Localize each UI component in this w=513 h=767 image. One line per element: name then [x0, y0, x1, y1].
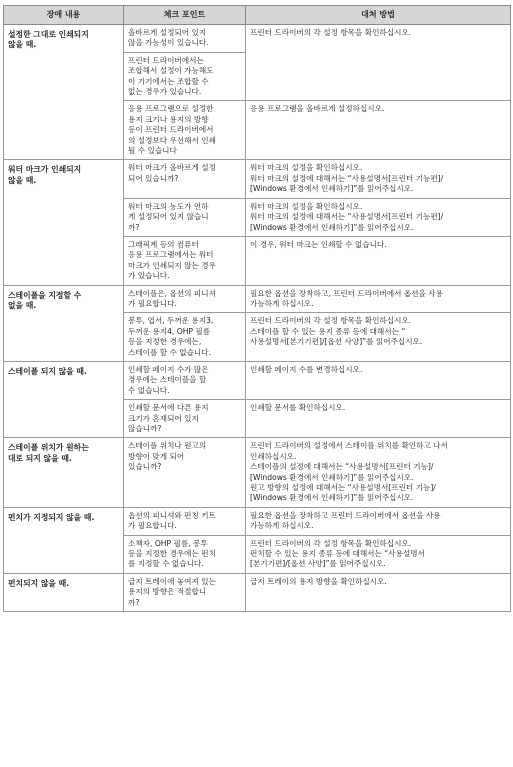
text-line: 가능하게 하십시오.: [250, 521, 314, 531]
problem-cell: [4, 507, 124, 573]
checkpoint-cell: [124, 285, 246, 313]
text-line: 조합해서 설정이 가능해도: [128, 66, 214, 76]
solution-cell: [246, 361, 511, 399]
text-line: 인쇄할 문서를 확인하십시오.: [250, 403, 346, 413]
checkpoint-cell: [124, 535, 246, 573]
text-line: 펀치할 수 있는 용지 종류 등에 대해서는 “사용설명서: [250, 549, 425, 559]
table-header-row: [4, 6, 511, 25]
text-line: 등이 프린터 드라이버에서: [128, 125, 214, 135]
text-line: 프린터 드라이버의 각 설정 항목을 확인하십시오.: [250, 538, 412, 548]
problem-cell: [4, 573, 124, 611]
text-line: 스테이플을 지정할 수: [8, 290, 82, 300]
text-line: 없을 때.: [8, 300, 37, 310]
text-line: 응용 프로그램에서는 워터: [128, 250, 214, 260]
text-line: 응용 프로그램을 올바르게 설정하십시오.: [250, 104, 385, 114]
table-row: [4, 160, 511, 198]
text-line: 펀치가 지정되지 않을 때.: [8, 512, 95, 522]
text-line: 되어 있습니까?: [128, 173, 179, 183]
text-line: 가능하게 하십시오.: [250, 298, 314, 308]
text-line: 않을 때.: [8, 175, 37, 185]
text-line: 인쇄할 문서에 다른 용지: [128, 403, 209, 413]
problem-cell: [4, 25, 124, 160]
text-line: 까?: [128, 222, 140, 232]
text-line: 대로 되지 않을 때.: [8, 453, 72, 463]
text-line: 않을 가능성이 있습니다.: [128, 38, 209, 48]
text-line: 게 설정되어 있지 않습니: [128, 212, 209, 222]
text-line: 워터 마크가 인쇄되지: [8, 165, 82, 175]
checkpoint-cell: [124, 438, 246, 507]
table-row: [4, 285, 511, 313]
text-line: 응용 프로그램으로 설정한: [128, 104, 214, 114]
text-line: 워터 마크가 올바르게 설정: [128, 163, 216, 173]
solution-cell: [246, 25, 511, 101]
table-row: [4, 438, 511, 507]
problem-cell: [4, 361, 124, 437]
text-line: 이 기기에서는 조합할 수: [128, 76, 209, 86]
text-line: 등을 지정한 경우에는,: [128, 337, 202, 347]
solution-cell: [246, 400, 511, 438]
solution-cell: [246, 535, 511, 573]
table-body: [4, 25, 511, 612]
problem-cell: [4, 160, 124, 285]
text-line: 이 경우, 워터 마크는 인쇄할 수 없습니다.: [250, 239, 387, 249]
text-line: 의 설정보다 우선해서 인쇄: [128, 135, 216, 145]
checkpoint-cell: [124, 236, 246, 285]
text-line: 워터 마크의 설정을 확인하십시오.: [250, 163, 363, 173]
text-line: 두꺼운 용지4, OHP 필름: [128, 326, 211, 336]
text-line: 않을 때.: [8, 40, 37, 50]
text-line: 스테이플은, 옵션의 피니셔: [128, 288, 216, 298]
table-row: [4, 25, 511, 53]
text-line: 가 필요합니다.: [128, 521, 177, 531]
text-line: 프린터 드라이버의 각 설정 항목을 확인하십시오.: [250, 28, 412, 37]
text-line: 스테이플의 설정에 대해서는 “사용설명서[프린터 기능]/: [250, 462, 434, 472]
troubleshooting-table: [3, 5, 511, 612]
checkpoint-cell: [124, 313, 246, 362]
text-line: 옵션의 피니셔와 펀칭 키트: [128, 510, 216, 520]
text-line: 사용설명서[본기기편]/[옵션 사양]”를 읽어주십시오.: [250, 337, 423, 347]
text-line: 필요한 옵션을 장착하고, 프린터 드라이버에서 옵션을 사용: [250, 288, 443, 298]
text-line: 워터 마크의 설정을 확인하십시오.: [250, 201, 363, 211]
text-line: 펀치되지 않을 때.: [8, 578, 70, 588]
checkpoint-cell: [124, 400, 246, 438]
solution-cell: [246, 160, 511, 198]
text-line: 원고 방향의 설정에 대해서는 “사용설명서[프린터 기능]/: [250, 483, 436, 493]
checkpoint-cell: [124, 573, 246, 611]
text-line: 필요한 옵션을 장착하고 프린터 드라이버에서 옵션을 사용: [250, 510, 441, 520]
text-line: [Windows 환경에서 인쇄하기]”를 읽어주십시오.: [250, 493, 414, 503]
header-problem: 장애 내용: [4, 6, 124, 25]
text-line: 인쇄할 페이지 수가 많은: [128, 364, 209, 374]
table-row: [4, 507, 511, 535]
solution-cell: [246, 573, 511, 611]
text-line: 인쇄할 페이지 수를 변경하십시오.: [250, 364, 363, 374]
text-line: [Windows 환경에서 인쇄하기]”를 읽어주십시오.: [250, 222, 414, 232]
table-row: [4, 361, 511, 399]
header-checkpoint: 체크 포인트: [124, 6, 246, 25]
text-line: 가 필요합니다.: [128, 298, 177, 308]
checkpoint-cell: [124, 361, 246, 399]
text-line: 스테이플 할 수 있는 용지 종류 등에 대해서는 “: [250, 326, 406, 336]
solution-cell: [246, 285, 511, 313]
text-line: 프린터 드라이버의 각 설정 항목을 확인하십시오.: [250, 316, 412, 326]
text-line: 가 있습니다.: [128, 271, 170, 281]
solution-cell: [246, 101, 511, 160]
text-line: 없는 경우가 있습니다.: [128, 87, 202, 97]
text-line: 소책자, OHP 필름, 봉투: [128, 538, 208, 548]
text-line: 스테이플 되지 않을 때.: [8, 366, 87, 376]
text-line: 워터 마크의 농도가 연하: [128, 201, 209, 211]
text-line: 인쇄하십시오.: [250, 451, 297, 461]
text-line: 급지 트레이에 놓여져 있는: [128, 576, 216, 586]
text-line: 설정한 그대로 인쇄되지: [8, 30, 89, 39]
checkpoint-cell: [124, 101, 246, 160]
solution-cell: [246, 313, 511, 362]
text-line: 크기가 혼재되어 있지: [128, 413, 199, 423]
text-line: 스테이플 위치가 원하는: [8, 443, 89, 453]
text-line: 수 없습니다.: [128, 385, 170, 395]
text-line: 용지 크기나 용지의 방향: [128, 114, 209, 124]
solution-cell: [246, 507, 511, 535]
text-line: 스테이플 위치나 원고의: [128, 441, 207, 451]
text-line: 워터 마크의 설정에 대해서는 “사용설명서[프린터 기능편]/: [250, 212, 444, 222]
text-line: 그래픽계 등의 컴퓨터: [128, 239, 199, 249]
text-line: 급지 트레이의 용지 방향을 확인하십시오.: [250, 576, 387, 586]
text-line: 있습니까?: [128, 462, 162, 472]
problem-cell: [4, 438, 124, 507]
text-line: 올바르게 설정되어 있지: [128, 28, 207, 37]
text-line: 용지의 방향은 적절합니: [128, 587, 207, 597]
text-line: [본기기편]/[옵션 사양]”를 읽어주십시오.: [250, 559, 386, 569]
text-line: 프린터 드라이버에서는: [128, 55, 204, 65]
solution-cell: [246, 438, 511, 507]
text-line: 않습니까?: [128, 424, 162, 433]
checkpoint-cell: [124, 160, 246, 198]
text-line: [Windows 환경에서 인쇄하기]”를 읽어주십시오.: [250, 184, 414, 194]
text-line: 방향이 맞게 되어: [128, 451, 185, 461]
checkpoint-cell: [124, 507, 246, 535]
checkpoint-cell: [124, 52, 246, 101]
text-line: 될 수 있습니다: [128, 146, 177, 156]
solution-cell: [246, 198, 511, 236]
problem-cell: [4, 285, 124, 361]
table-row: [4, 573, 511, 611]
solution-cell: [246, 236, 511, 285]
text-line: 프린터 드라이버의 설정에서 스테이플 위치를 확인하고 나서: [250, 441, 448, 451]
text-line: 까?: [128, 597, 140, 607]
text-line: 마크가 인쇄되지 않는 경우: [128, 260, 216, 270]
text-line: [Windows 환경에서 인쇄하기]”를 읽어주십시오.: [250, 472, 414, 482]
text-line: 를 지정할 수 없습니다.: [128, 559, 204, 569]
checkpoint-cell: [124, 25, 246, 53]
text-line: 워터 마크의 설정에 대해서는 “사용설명서[프린터 기능편]/: [250, 173, 444, 183]
text-line: 스테이플 할 수 없습니다.: [128, 347, 212, 357]
checkpoint-cell: [124, 198, 246, 236]
text-line: 등을 지정한 경우에는 펀치: [128, 549, 216, 559]
text-line: 경우에는 스테이플을 할: [128, 375, 207, 385]
text-line: 봉투, 엽서, 두꺼운 용지3,: [128, 316, 214, 326]
header-solution: 대처 방법: [246, 6, 511, 25]
